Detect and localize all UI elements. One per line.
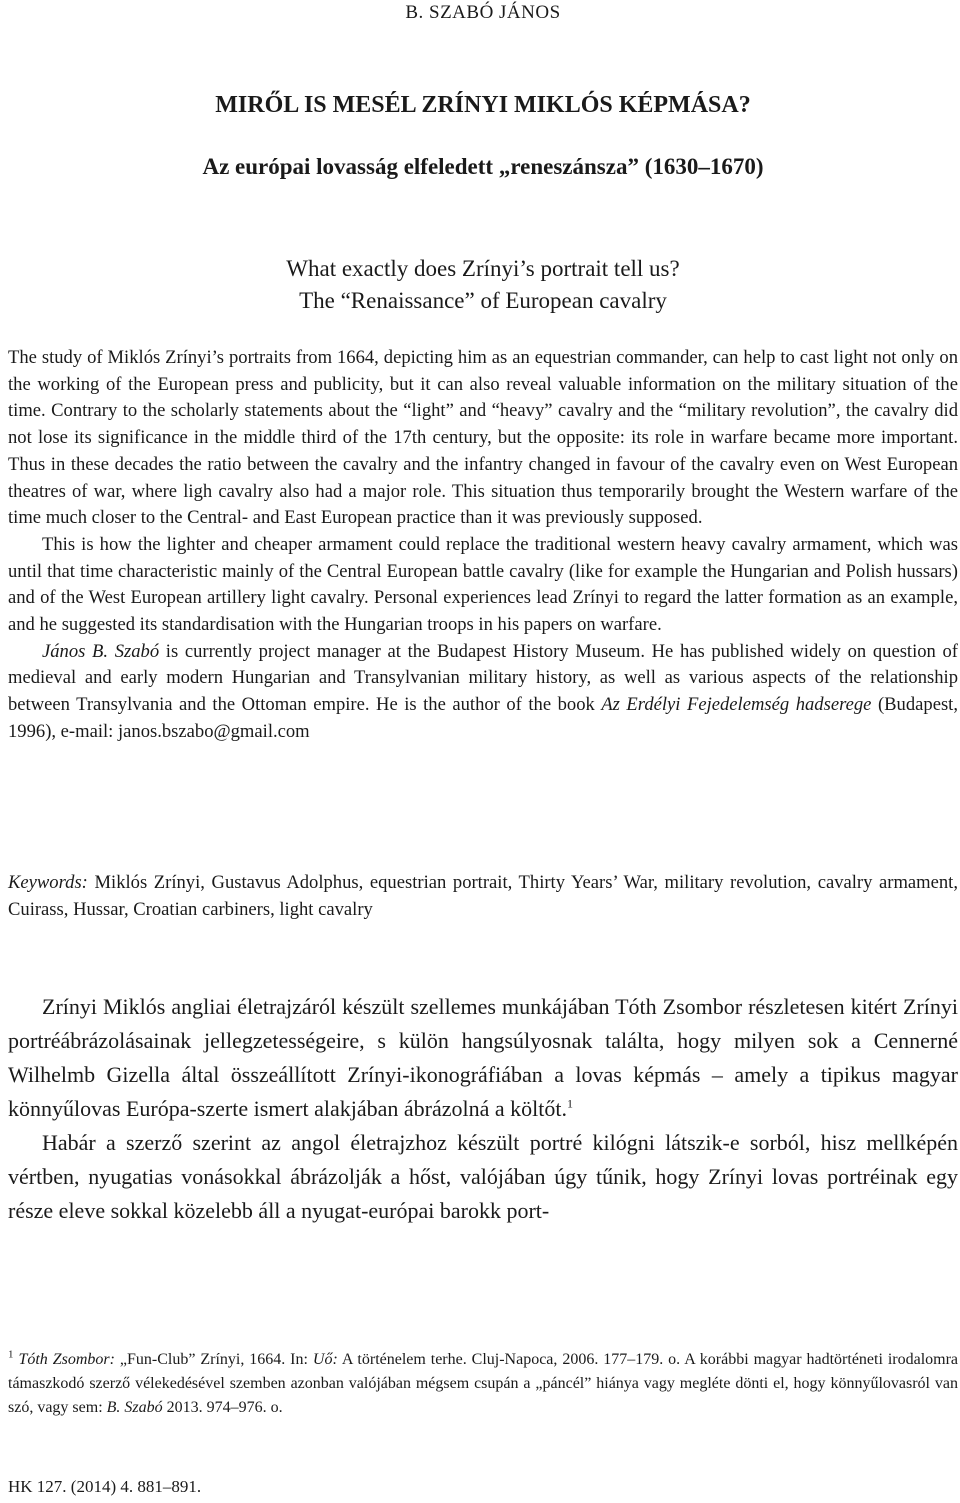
body-paragraph-1 xyxy=(8,990,958,1126)
footnote-text-c: 2013. 974–976. o. xyxy=(162,1399,283,1416)
footnote-reference: 1 xyxy=(566,1096,573,1111)
footnote-uo: Uő: xyxy=(312,1351,338,1368)
footnote-text-b: A történelem terhe. Cluj-Napoca, 2006. 177–179. o. A korábbi magyar hadtörténeti irodalomra támaszkodó szerző vélekedésével szemben azonban valójában mégsem csupán a „páncél” hiánya vagy megléte dönti el, hogy könnyűlovasról van szó, vagy sem: xyxy=(8,1351,959,1416)
abstract-paragraph-2: This is how the lighter and cheaper armament could replace the traditional western heavy cavalry armament, which was until that time characteristic mainly of the Central European battle cavalry (like for example the Hungarian and Polish hussars) and of the West European artillery light cavalry. Personal experiences lead Zrínyi to regard the latter formation as an example, and he suggested its standardisation with the Hungarian troops in his papers on warfare. xyxy=(8,533,958,636)
keywords-label: Keywords: xyxy=(8,872,88,893)
english-title xyxy=(8,253,958,317)
english-title-line2: The “Renaissance” of European cavalry xyxy=(299,288,667,313)
article-body xyxy=(8,990,958,1228)
english-title-line1: What exactly does Zrínyi’s portrait tell us? xyxy=(286,256,680,281)
footnote-author: Tóth Zsombor: xyxy=(18,1351,115,1368)
body-paragraph-1-text: Zrínyi Miklós angliai életrajzáról készült szellemes munkájában Tóth Zsombor részletesen kitért Zrínyi portréábrázolásainak jellegzetességeire, s külön hangsúlyosnak találta, hogy milyen sok a Cennerné Wilhelmb Gizella által összeállított Zrínyi-ikonográfiában a lovas képmás – amely a tipikus magyar könnyűlovas Európa-szerte ismert alakjában ábrázolná a költőt. xyxy=(8,994,958,1121)
abstract-paragraph-1: The study of Miklós Zrínyi’s portraits from 1664, depicting him as an equestrian commander, can help to cast light not only on the working of the European press and publicity, but it can also reveal valuable information on the military situation of the time. Contrary to the scholarly statements about the “light” and “heavy” cavalry and the “military revolution”, the cavalry did not lose its significance in the middle third of the 17th century, but the opposite: its role in warfare became more important. Thus in these decades the ratio between the cavalry and the infantry changed in favour of the cavalry even on West European theatres of war, where ligh cavalry also had a major role. This situation thus temporarily brought the Western warfare of the time much closer to the Central- and East European practice than it was previously supposed. xyxy=(8,347,958,529)
keywords-text: Miklós Zrínyi, Gustavus Adolphus, equestrian portrait, Thirty Years’ War, military revolution, cavalry armament, Cuirass, Hussar, Croatian carbiners, light cavalry xyxy=(8,872,958,920)
article-subtitle: Az európai lovasság elfeledett „reneszánsza” (1630–1670) xyxy=(202,154,764,179)
english-abstract xyxy=(8,345,958,746)
footnote-mark: 1 xyxy=(8,1348,14,1361)
footnote-text-a: „Fun-Club” Zrínyi, 1664. In: xyxy=(114,1351,313,1368)
author-bio xyxy=(8,639,958,746)
bio-author-name: János B. Szabó xyxy=(42,640,160,662)
bio-text-b: (Budapest, 1996), e-mail: janos.bszabo@gmail.com xyxy=(8,694,958,742)
footnote-ref-author: B. Szabó xyxy=(106,1399,163,1416)
bio-text-a: is currently project manager at the Budapest History Museum. He has published widely on question of medieval and early modern Hungarian and Transylvanian military history, as well as various aspects of the relationship between Transylvania and the Ottoman empire. He is the author of the book xyxy=(8,640,958,716)
footnote-1 xyxy=(8,1348,958,1420)
body-paragraph-2: Habár a szerző szerint az angol életrajzhoz készült portré kilógni látszik-e sorból, hisz mellképén vértben, nyugatias vonásokkal ábrázolják a hőst, valójában úgy tűnik, hogy Zrínyi lovas portréinak egy része eleve sokkal közelebb áll a nyugat-európai barokk port- xyxy=(8,1130,958,1223)
article-title: MIRŐL IS MESÉL ZRÍNYI MIKLÓS KÉPMÁSA? xyxy=(215,92,751,118)
running-header-author: B. SZABÓ JÁNOS xyxy=(405,2,561,23)
bio-book-title: Az Erdélyi Fejedelemség hadserege xyxy=(601,694,872,716)
journal-page-reference: HK 127. (2014) 4. 881–891. xyxy=(8,1477,202,1496)
keywords xyxy=(8,869,958,923)
